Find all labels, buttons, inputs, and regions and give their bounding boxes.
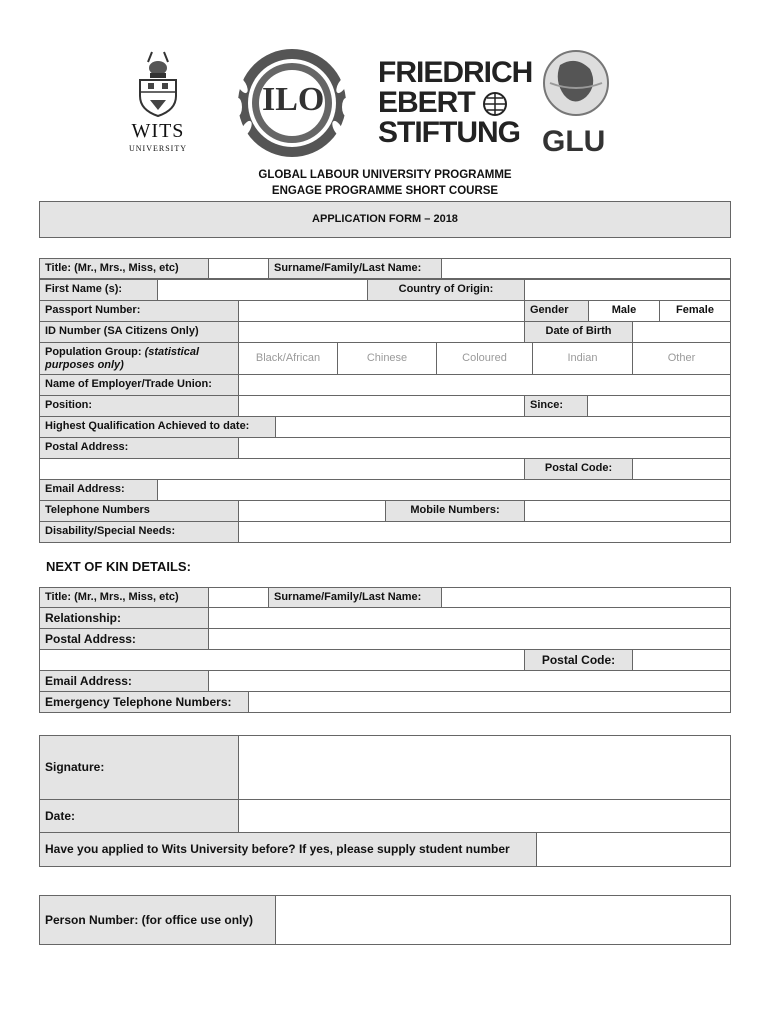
population-option-indian[interactable]: Indian xyxy=(532,342,633,375)
signature-label: Signature: xyxy=(39,735,239,800)
population-option-other[interactable]: Other xyxy=(632,342,731,375)
glu-text: GLU xyxy=(542,125,606,158)
country-input[interactable] xyxy=(524,279,731,301)
nok-surname-label: Surname/Family/Last Name: xyxy=(268,587,442,608)
globe-icon xyxy=(482,91,508,117)
form-title: APPLICATION FORM – 2018 xyxy=(312,212,458,225)
qualification-label: Highest Qualification Achieved to date: xyxy=(39,416,276,438)
wits-name: WITS xyxy=(131,120,185,142)
nok-postal-code-label: Postal Code: xyxy=(524,649,633,671)
since-label: Since: xyxy=(524,395,588,417)
postal-address-label: Postal Address: xyxy=(39,437,239,459)
population-note: (statistical purposes only) xyxy=(45,346,200,372)
id-number-input[interactable] xyxy=(238,321,525,343)
surname-label: Surname/Family/Last Name: xyxy=(268,258,442,279)
mobile-input[interactable] xyxy=(524,500,731,522)
date-input[interactable] xyxy=(238,799,731,833)
emergency-telephone-label: Emergency Telephone Numbers: xyxy=(39,691,249,713)
next-of-kin-heading: NEXT OF KIN DETAILS: xyxy=(46,559,191,574)
passport-input[interactable] xyxy=(238,300,525,322)
employer-label: Name of Employer/Trade Union: xyxy=(39,374,239,396)
population-option-black-african[interactable]: Black/African xyxy=(238,342,338,375)
position-label: Position: xyxy=(39,395,239,417)
programme-title: GLOBAL LABOUR UNIVERSITY PROGRAMME xyxy=(258,169,512,181)
dob-label: Date of Birth xyxy=(524,321,633,343)
emergency-telephone-input[interactable] xyxy=(248,691,731,713)
student-number-input[interactable] xyxy=(536,832,731,867)
postal-code-label: Postal Code: xyxy=(524,458,633,480)
ilo-logo xyxy=(222,45,362,165)
course-title: ENGAGE PROGRAMME SHORT COURSE xyxy=(271,185,499,197)
ilo-text: ILO xyxy=(262,81,325,118)
nok-email-label: Email Address: xyxy=(39,670,209,692)
email-input[interactable] xyxy=(157,479,731,501)
wits-subtitle: UNIVERSITY xyxy=(129,144,187,153)
fes-logo xyxy=(378,56,533,158)
relationship-label: Relationship: xyxy=(39,607,209,629)
telephone-label: Telephone Numbers xyxy=(39,500,239,522)
nok-email-input[interactable] xyxy=(208,670,731,692)
nok-surname-input[interactable] xyxy=(441,587,731,608)
passport-label: Passport Number: xyxy=(39,300,239,322)
nok-postal-address-line2-input[interactable] xyxy=(39,649,525,671)
surname-input[interactable] xyxy=(441,258,731,279)
disability-input[interactable] xyxy=(238,521,731,543)
title-label: Title: (Mr., Mrs., Miss, etc) xyxy=(39,258,209,279)
postal-address-input[interactable] xyxy=(238,437,731,459)
wits-logo xyxy=(118,48,198,158)
qualification-input[interactable] xyxy=(275,416,731,438)
gender-label: Gender xyxy=(524,300,589,322)
person-number-label: Person Number: (for office use only) xyxy=(39,895,276,945)
signature-input[interactable] xyxy=(238,735,731,800)
population-label: Population Group: xyxy=(45,346,142,358)
postal-code-input[interactable] xyxy=(632,458,731,480)
population-label-cell xyxy=(39,342,239,375)
nok-title-label: Title: (Mr., Mrs., Miss, etc) xyxy=(39,587,209,608)
wits-before-label: Have you applied to Wits University before? If yes, please supply student number xyxy=(39,832,537,867)
glu-globe-icon xyxy=(538,45,614,121)
country-label: Country of Origin: xyxy=(367,279,525,301)
person-number-input[interactable] xyxy=(275,895,731,945)
nok-postal-address-label: Postal Address: xyxy=(39,628,209,650)
relationship-input[interactable] xyxy=(208,607,731,629)
position-input[interactable] xyxy=(238,395,525,417)
fes-line-1: FRIEDRICH xyxy=(378,56,533,89)
nok-postal-address-input[interactable] xyxy=(208,628,731,650)
since-input[interactable] xyxy=(587,395,731,417)
employer-input[interactable] xyxy=(238,374,731,396)
fes-line-2: EBERT xyxy=(378,86,475,119)
id-number-label: ID Number (SA Citizens Only) xyxy=(39,321,239,343)
population-option-coloured[interactable]: Coloured xyxy=(436,342,533,375)
nok-postal-code-input[interactable] xyxy=(632,649,731,671)
email-label: Email Address: xyxy=(39,479,158,501)
postal-address-line2-input[interactable] xyxy=(39,458,525,480)
disability-label: Disability/Special Needs: xyxy=(39,521,239,543)
fes-line-3: STIFTUNG xyxy=(378,116,520,149)
date-label: Date: xyxy=(39,799,239,833)
glu-logo xyxy=(538,45,614,160)
wits-crest-icon xyxy=(118,48,198,118)
gender-female-option[interactable]: Female xyxy=(659,300,731,322)
title-input[interactable] xyxy=(208,258,269,279)
population-option-chinese[interactable]: Chinese xyxy=(337,342,437,375)
nok-title-input[interactable] xyxy=(208,587,269,608)
first-name-label: First Name (s): xyxy=(39,279,158,301)
first-name-input[interactable] xyxy=(157,279,368,301)
dob-input[interactable] xyxy=(632,321,731,343)
telephone-input[interactable] xyxy=(238,500,386,522)
form-title-box xyxy=(39,201,731,238)
mobile-label: Mobile Numbers: xyxy=(385,500,525,522)
gender-male-option[interactable]: Male xyxy=(588,300,660,322)
